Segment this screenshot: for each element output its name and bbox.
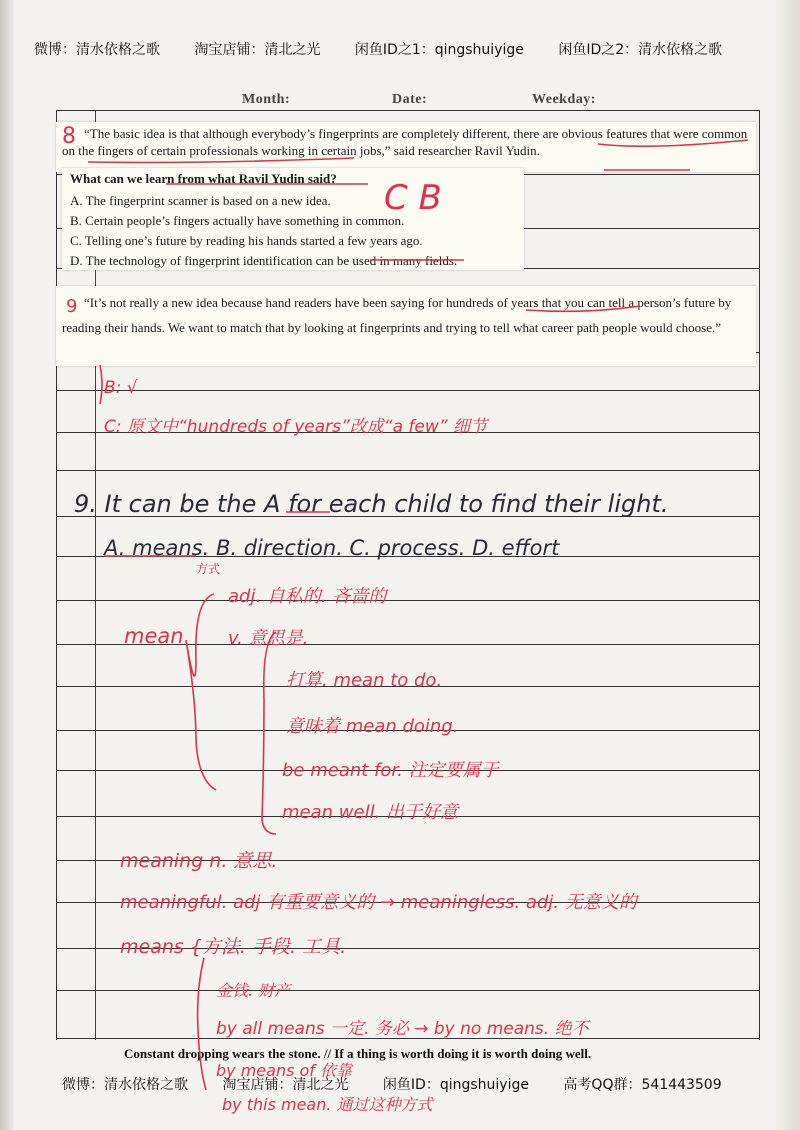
mean-verb: v. 意思是. [228,628,309,649]
arrow-line [100,365,102,404]
means-money: 金钱. 财产 [216,981,291,1000]
mean-sense-4: mean well. 出于好意 [282,802,459,823]
word-mean: mean [124,624,184,648]
word-meaning: meaning n. 意思. [120,850,278,872]
watermark-item: 高考QQ群：541443509 [563,1077,722,1093]
passage-text: “The basic idea is that although everybody’s fingerprints are completely different, there are obvious features that were common on the fingers of certain professionals working in certain jobs,” said researcher Ravil Yudin. [62,126,748,158]
option-b: B. Certain people’s fingers actually have something in common. [70,213,405,228]
underline-hundreds [526,306,640,311]
watermark-item: 淘宝店铺：清北之光 [222,1077,349,1093]
question-number-8: 8 [62,124,76,149]
vocab-options: A. means. B. direction. C. process. D. effort [104,536,560,560]
question-text: What can we learn from what Ravil Yudin said? [70,171,337,186]
question-number-9: 9 [66,296,78,317]
means-by-this: by this mean. 通过这种方式 [222,1095,433,1114]
means-by-all: by all means 一定. 务必 → by no means. 绝不 [216,1019,589,1039]
underline-obvious-features [598,140,748,146]
watermark-item: 闲鱼ID之2：清水依格之歌 [558,42,723,58]
passage-text: “It’s not really a new idea because hand readers have been saying for hundreds of years that you can tell a person’s future by reading their hands. We want to match that by looking at fingerprints and trying to tell what career path people would choose.” [62,295,732,335]
brace-verb [262,632,276,834]
watermark-item: 闲鱼ID：qingshuiyige [382,1077,529,1093]
answer-mark: C B [384,178,442,218]
brace-means [198,958,206,1090]
means-by-means-of: by means of 依靠 [216,1061,353,1080]
watermark-item: 淘宝店铺：清北之光 [194,42,321,58]
option-a: A. The fingerprint scanner is based on a new idea. [70,193,331,208]
weekday-label: Weekday: [532,92,596,107]
word-means: means {方法. 手段. 工具. [120,936,347,958]
note-option-c: C: 原文中“hundreds of years”改成“a few” 细节 [104,417,487,437]
vocab-sentence: 9. It can be the A for each child to find their light. [74,490,669,518]
word-meaningful: meaningful. adj 有重要意义的 → meaningless. adj. 无意义的 [120,892,637,913]
option-c: C. Telling one’s future by reading his hands started a few years ago. [70,233,423,248]
note-option-b: B: √ [104,378,138,398]
month-label: Month: [242,92,291,107]
option-d: D. The technology of fingerprint identification can be used in many fields. [70,253,458,268]
watermark-item: 闲鱼ID之1：qingshuiyige [354,42,524,58]
watermark-item: 微博：清水依格之歌 [34,42,160,58]
mean-sense-2: 意味着 mean doing. [286,716,459,737]
footer-quote: Constant dropping wears the stone. // If a thing is worth doing it is worth doing well. [124,1046,592,1061]
underline-common-on [88,158,354,163]
mean-sense-1: 打算. mean to do. [286,670,443,691]
mean-adj: adj. 自私的. 吝啬的 [228,586,387,607]
watermark-item: 微博：清水依格之歌 [62,1077,188,1093]
option-gloss: 方式 [196,562,221,576]
brace-mean [186,594,216,790]
mean-sense-3: be meant for. 注定要属于 [282,760,499,781]
date-label: Date: [392,92,428,107]
